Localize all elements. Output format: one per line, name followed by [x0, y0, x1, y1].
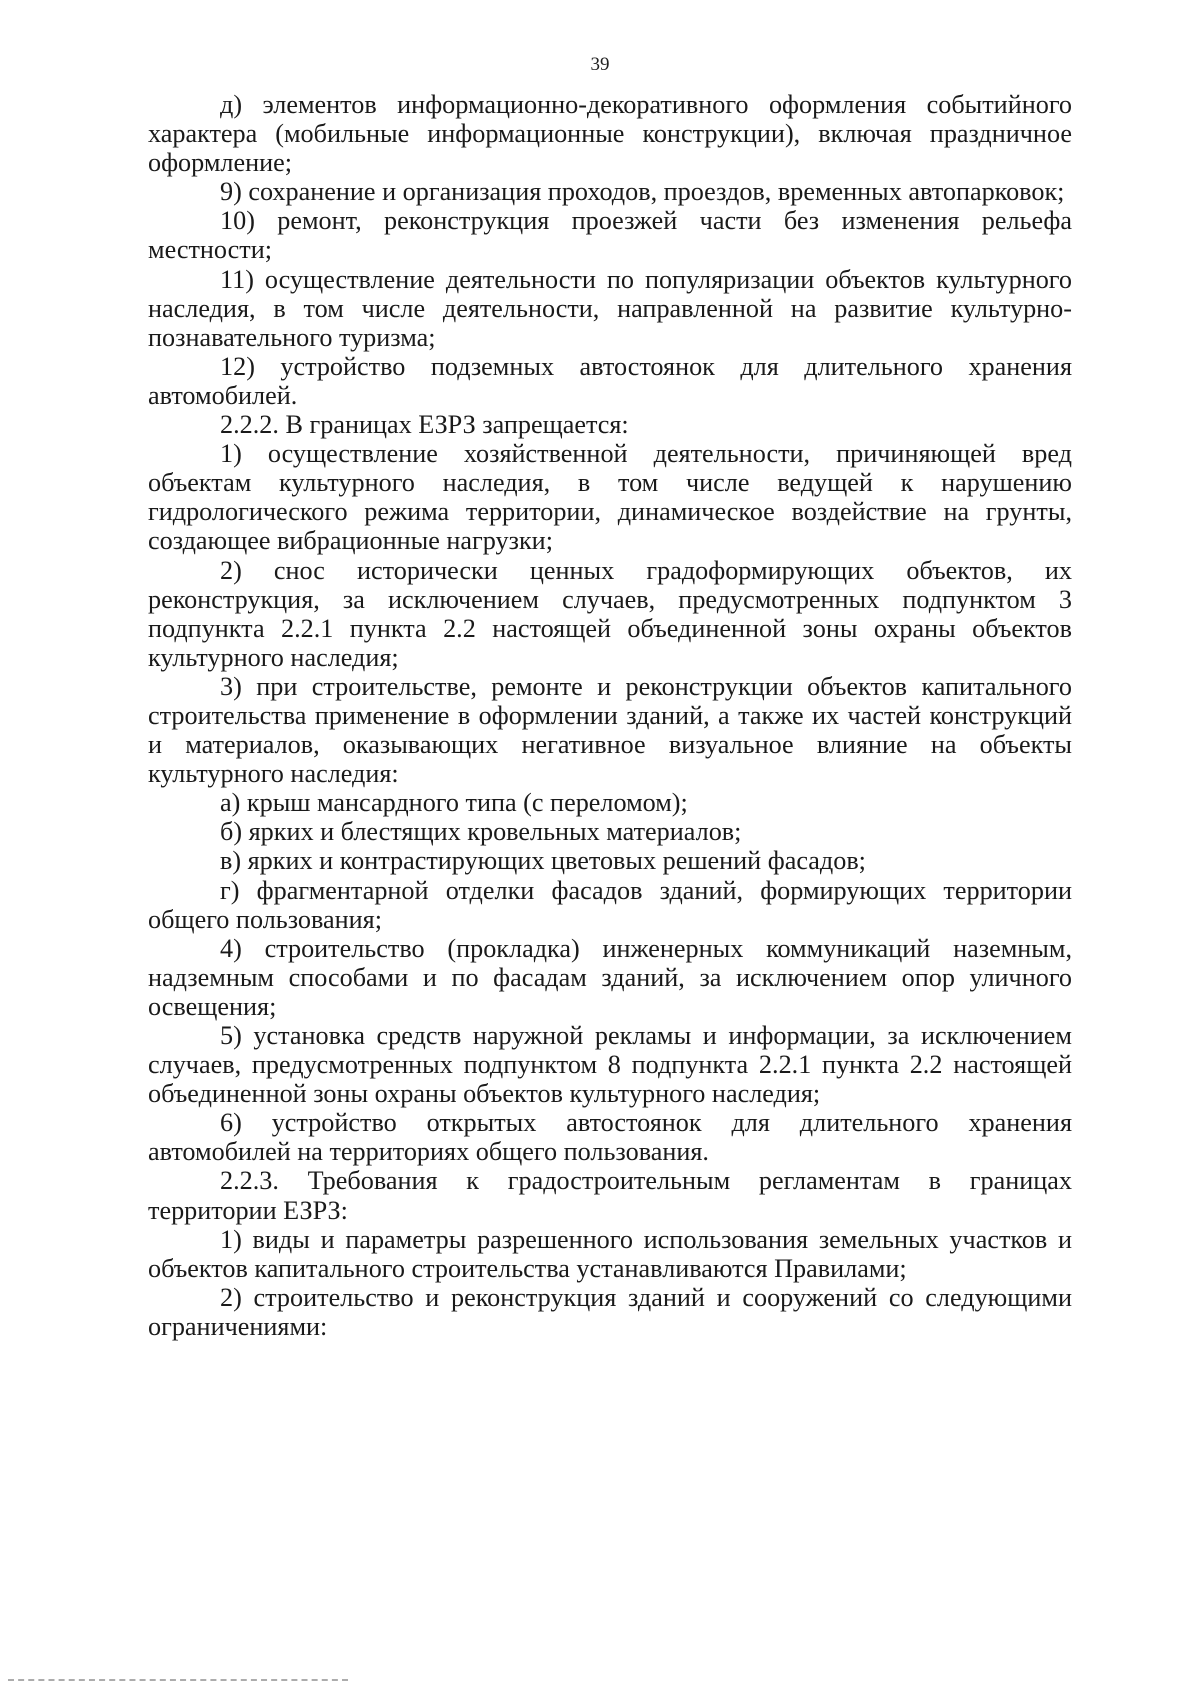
section-heading-2-2-3: 2.2.3. Требования к градостроительным регламентам в границах территории ЕЗРЗ: — [148, 1166, 1072, 1225]
prohibition-item-5: 5) установка средств наружной рекламы и информации, за исключением случаев, предусмотренных подпунктом 8 подпункта 2.2.1 пункта 2.2 настоящей объединенной зоны охраны объектов культурного наследия; — [148, 1021, 1072, 1109]
requirement-item-2: 2) строительство и реконструкция зданий и сооружений со следующими ограничениями: — [148, 1282, 1072, 1341]
document-body — [148, 90, 1072, 1341]
page-number: 39 — [590, 54, 610, 75]
paragraph-d-decorative-elements: д) элементов информационно-декоративного оформления событийного характера (мобильные информационные конструкции), включая праздничное оформление; — [148, 90, 1072, 178]
footer-scan-rule — [8, 1679, 348, 1681]
paragraph-item-10: 10) ремонт, реконструкция проезжей части без изменения рельефа местности; — [148, 206, 1072, 265]
prohibition-item-3: 3) при строительстве, ремонте и реконструкции объектов капитального строительства применение в оформлении зданий, а также их частей конструкций и материалов, оказывающих негативное визуальное влияние на объекты культурного наследия: — [148, 671, 1072, 789]
prohibition-subitem-b: б) ярких и блестящих кровельных материалов; — [220, 817, 742, 847]
prohibition-subitem-v: в) ярких и контрастирующих цветовых решений фасадов; — [220, 846, 866, 876]
prohibition-item-6: 6) устройство открытых автостоянок для длительного хранения автомобилей на территориях общего пользования. — [148, 1108, 1072, 1167]
prohibition-subitem-a: а) крыш мансардного типа (с переломом); — [220, 788, 688, 818]
section-heading-2-2-2: 2.2.2. В границах ЕЗРЗ запрещается: — [220, 410, 629, 440]
paragraph-item-11: 11) осуществление деятельности по популяризации объектов культурного наследия, в том числе деятельности, направленной на развитие культурно-познавательного туризма; — [148, 264, 1072, 352]
prohibition-item-4: 4) строительство (прокладка) инженерных коммуникаций наземным, надземным способами и по фасадам зданий, за исключением опор уличного освещения; — [148, 933, 1072, 1021]
prohibition-item-1: 1) осуществление хозяйственной деятельности, причиняющей вред объектам культурного наследия, в том числе ведущей к нарушению гидрологического режима территории, динамическое воздействие на грунты, создающее вибрационные нагрузки; — [148, 439, 1072, 556]
paragraph-item-9: 9) сохранение и организация проходов, проездов, временных автопарковок; — [220, 177, 1065, 207]
paragraph-item-12: 12) устройство подземных автостоянок для длительного хранения автомобилей. — [148, 351, 1072, 410]
prohibition-item-2: 2) снос исторически ценных градоформирующих объектов, их реконструкция, за исключением случаев, предусмотренных подпунктом 3 подпункта 2.2.1 пункта 2.2 настоящей объединенной зоны охраны объектов культурного наследия; — [148, 555, 1072, 672]
prohibition-subitem-g: г) фрагментарной отделки фасадов зданий, формирующих территории общего пользования; — [148, 875, 1072, 934]
requirement-item-1: 1) виды и параметры разрешенного использования земельных участков и объектов капитального строительства устанавливаются Правилами; — [148, 1224, 1072, 1283]
